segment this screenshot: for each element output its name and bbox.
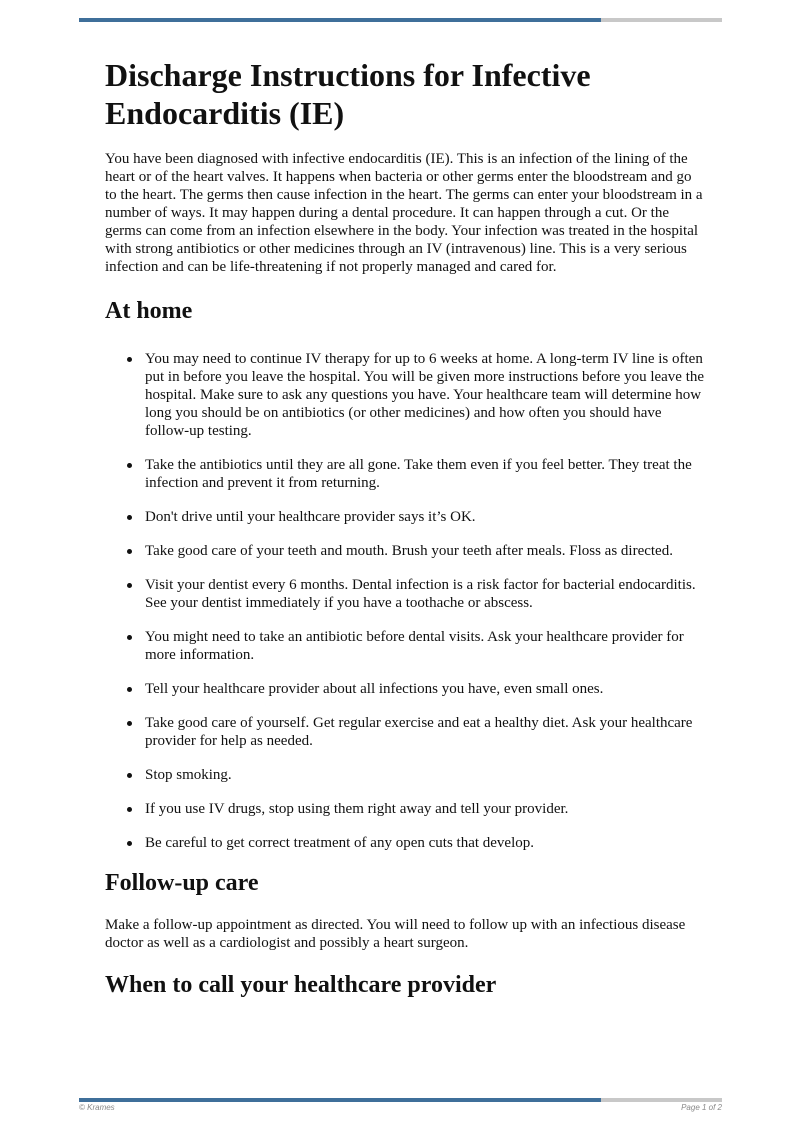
footer-page-number: Page 1 of 2 <box>681 1103 722 1112</box>
page-title: Discharge Instructions for Infective Endocarditis (IE) <box>105 57 591 131</box>
list-item: Tell your healthcare provider about all infections you have, even small ones. <box>145 680 705 698</box>
section-heading-follow-up: Follow-up care <box>105 870 259 896</box>
list-item: You might need to take an antibiotic before dental visits. Ask your healthcare provider for more information. <box>145 628 705 664</box>
header-rule <box>79 18 722 22</box>
document-body <box>105 56 705 1018</box>
list-item: Don't drive until your healthcare provider says it’s OK. <box>145 508 705 526</box>
list-item: Take good care of yourself. Get regular exercise and eat a healthy diet. Ask your healthcare provider for help as needed. <box>145 714 705 750</box>
at-home-list <box>105 350 705 852</box>
section-heading-at-home: At home <box>105 298 193 324</box>
footer-copyright: © Krames <box>79 1103 115 1112</box>
list-item: Take the antibiotics until they are all gone. Take them even if you feel better. They treat the infection and prevent it from returning. <box>145 456 705 492</box>
list-item: Visit your dentist every 6 months. Dental infection is a risk factor for bacterial endocarditis. See your dentist immediately if you have a toothache or abscess. <box>145 576 705 612</box>
footer-rule <box>79 1098 722 1102</box>
list-item: Take good care of your teeth and mouth. Brush your teeth after meals. Floss as directed. <box>145 542 705 560</box>
list-item: If you use IV drugs, stop using them right away and tell your provider. <box>145 800 705 818</box>
follow-up-paragraph: Make a follow-up appointment as directed. You will need to follow up with an infectious disease doctor as well as a cardiologist and possibly a heart surgeon. <box>105 917 686 951</box>
header-rule-accent <box>79 18 601 22</box>
list-item: You may need to continue IV therapy for up to 6 weeks at home. A long-term IV line is often put in before you leave the hospital. You will be given more instructions before you leave the hospital. Make sure to ask any questions you have. Your healthcare team will determine how long you should be on antibiotics (or other medicines) and how often you should have follow-up testing. <box>145 351 705 439</box>
list-item: Stop smoking. <box>145 766 705 784</box>
intro-paragraph: You have been diagnosed with infective endocarditis (IE). This is an infection of the lining of the heart or of the heart valves. It happens when bacteria or other germs enter the bloodstream and go to the heart. The germs then cause infection in the heart. The germs can enter your bloodstream in a number of ways. It may happen during a dental procedure. It can happen through a cut. Or the germs can come from an infection elsewhere in the body. Your infection was treated in the hospital with strong antibiotics or other medicines through an IV (intravenous) line. This is a very serious infection and can be life-threatening if not properly managed and cared for. <box>105 151 703 275</box>
section-heading-when-to-call: When to call your healthcare provider <box>105 972 497 998</box>
list-item: Be careful to get correct treatment of any open cuts that develop. <box>145 834 705 852</box>
footer-rule-accent <box>79 1098 601 1102</box>
